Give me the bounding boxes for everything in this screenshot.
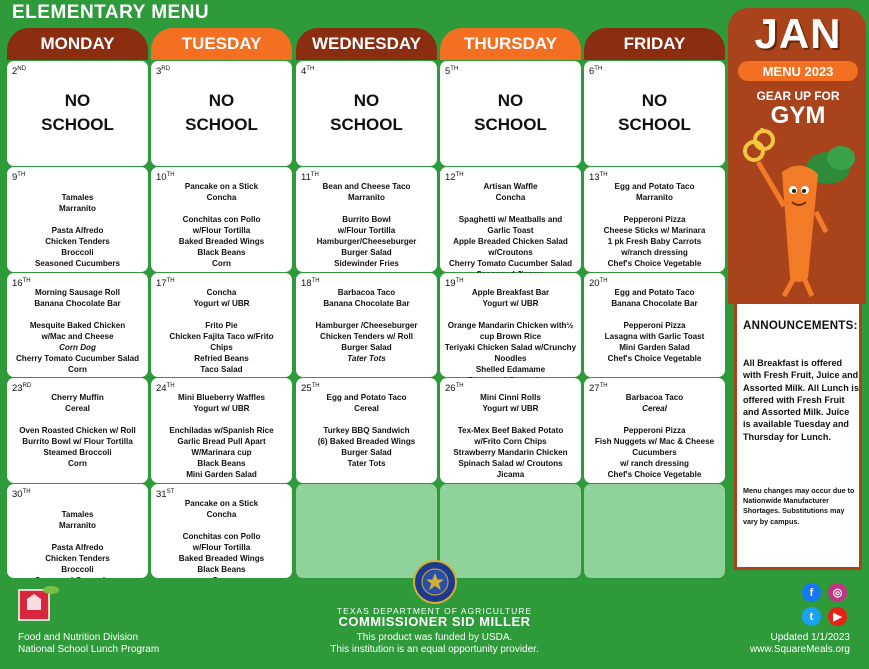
carrot-mascot-illustration — [738, 128, 860, 300]
footer-division-line2: National School Lunch Program — [18, 644, 160, 655]
menu-item — [155, 203, 288, 214]
day-number-value: 18 — [301, 278, 312, 290]
footer-division — [18, 632, 159, 656]
menu-item: Tater Tots — [347, 354, 386, 363]
menu-item: Cherry Tomato Cucumber Salad — [15, 354, 140, 363]
menu-day-cell — [440, 378, 581, 483]
menu-item: Cereal — [65, 404, 90, 413]
day-number-value: 2 — [12, 66, 18, 78]
menu-item: Mini Cinni Rolls — [480, 393, 541, 402]
menu-item: Chicken Tenders w/ Roll — [320, 332, 413, 341]
menu-day-cell — [7, 378, 148, 483]
menu-item: NO — [208, 91, 235, 110]
day-number-value: 20 — [589, 278, 600, 290]
menu-item — [588, 414, 721, 425]
day-number-value: 5 — [445, 66, 451, 78]
menu-item — [444, 203, 577, 214]
menu-item: SCHOOL — [185, 115, 258, 134]
menu-day-cell — [151, 484, 292, 578]
menu-item — [444, 309, 577, 320]
menu-item: Pepperoni Pizza — [623, 426, 686, 435]
day-number-suffix: TH — [311, 278, 320, 284]
menu-item: Noodles — [494, 354, 527, 363]
menu-item: cup Brown Rice — [479, 332, 542, 341]
menu-item: Teriyaki Chicken Salad w/Crunchy — [444, 343, 577, 352]
menu-item: Marranito — [348, 193, 385, 202]
day-number-value: 11 — [301, 172, 311, 184]
day-number — [156, 64, 170, 77]
menu-item — [11, 309, 144, 320]
day-number-value: 30 — [12, 489, 23, 501]
menu-item: Corn Dog — [59, 343, 96, 352]
day-number — [445, 64, 458, 77]
tda-department: TEXAS DEPARTMENT OF AGRICULTURE — [336, 606, 533, 616]
menu-item: Burger Salad — [341, 248, 392, 257]
day-header-wednesday: WEDNESDAY — [296, 28, 437, 60]
day-number-suffix: TH — [599, 278, 608, 284]
menu-item — [300, 203, 433, 214]
menu-items — [151, 392, 292, 480]
menu-year-badge: MENU 2023 — [738, 61, 858, 81]
menu-items — [440, 89, 581, 137]
day-number-value: 31 — [156, 489, 167, 501]
menu-item: w/Flour Tortilla — [337, 226, 396, 235]
day-number-suffix: RD — [161, 66, 170, 72]
menu-item: Barbacoa Taco — [337, 288, 396, 297]
menu-item: Pasta Alfredo — [51, 226, 104, 235]
day-number-suffix: TH — [594, 66, 603, 72]
menu-item: Lasagna with Garlic Toast — [604, 332, 705, 341]
menu-item: Conchitas con Pollo — [182, 215, 261, 224]
day-number-value: 6 — [589, 66, 595, 78]
day-number-suffix: TH — [166, 172, 175, 178]
menu-item: Hamburger /Cheeseburger — [315, 321, 418, 330]
menu-item: Chicken Tenders — [45, 237, 110, 246]
menu-item: Broccoli — [61, 565, 94, 574]
menu-item: Concha — [206, 510, 237, 519]
menu-item: Tamales — [61, 193, 94, 202]
menu-item: Chips — [210, 343, 233, 352]
menu-item: Chef's Choice Vegetable — [607, 354, 702, 363]
day-number-value: 27 — [589, 383, 600, 395]
menu-item: w/Croutons — [488, 248, 533, 257]
menu-item: Black Beans — [197, 459, 246, 468]
menu-title: ELEMENTARY MENU — [12, 2, 210, 23]
day-number-suffix: ST — [166, 489, 175, 495]
menu-item: Concha — [206, 193, 237, 202]
menu-items — [151, 181, 292, 269]
day-number-suffix: TH — [17, 172, 26, 178]
menu-item: 1 pk Fresh Baby Carrots — [607, 237, 702, 246]
menu-day-cell — [296, 273, 437, 377]
menu-item: NO — [353, 91, 380, 110]
menu-item: Egg and Potato Taco — [326, 393, 407, 402]
menu-item: Marranito — [636, 193, 673, 202]
menu-item: Corn — [68, 365, 87, 374]
menu-item: Mini Blueberry Waffles — [178, 393, 265, 402]
day-number-suffix: TH — [22, 489, 31, 495]
day-number — [301, 64, 314, 77]
menu-day-cell — [7, 484, 148, 578]
menu-item: Yogurt w/ UBR — [482, 404, 539, 413]
menu-item: Steamed Broccoli — [43, 448, 112, 457]
menu-item: Mini Garden Salad — [186, 470, 257, 479]
day-number-value: 3 — [156, 66, 162, 78]
disclaimer-line2: This institution is an equal opportunity provider. — [330, 644, 539, 655]
menu-item: w/ ranch dressing — [620, 459, 689, 468]
menu-item: Apple Breaded Chicken Salad — [453, 237, 568, 246]
menu-item: Frito Pie — [205, 321, 238, 330]
social-icons — [802, 583, 850, 627]
menu-day-cell — [440, 273, 581, 377]
menu-items — [296, 287, 437, 364]
day-number-suffix: TH — [455, 383, 464, 389]
menu-item: Concha — [495, 193, 526, 202]
menu-item: Burrito Bowl w/ Flour Tortilla — [22, 437, 133, 446]
day-number-value: 9 — [12, 172, 18, 184]
month-title: JAN — [754, 10, 842, 57]
menu-item: w/Flour Tortilla — [192, 543, 251, 552]
menu-item: Marranito — [59, 521, 96, 530]
menu-item — [155, 520, 288, 531]
facebook-icon[interactable]: f — [802, 583, 821, 602]
tda-commissioner: COMMISSIONER SID MILLER — [338, 614, 531, 629]
empty-day-cell — [584, 484, 725, 578]
day-number — [12, 64, 26, 77]
menu-item: Tater Tots — [347, 459, 386, 468]
menu-item: Yogurt w/ UBR — [482, 299, 539, 308]
menu-item: Cereal — [642, 404, 667, 413]
footer-updated — [700, 632, 850, 656]
menu-item: Mesquite Baked Chicken — [29, 321, 126, 330]
menu-item: Enchiladas w/Spanish Rice — [169, 426, 274, 435]
day-number-value: 17 — [156, 278, 167, 290]
menu-item — [588, 203, 721, 214]
empty-day-cell — [440, 484, 581, 578]
menu-items — [7, 181, 148, 269]
menu-item: Sidewinder Fries — [334, 259, 399, 268]
announcements-title: ANNOUNCEMENTS: — [743, 320, 858, 332]
menu-item: Barbacoa Taco — [625, 393, 684, 402]
menu-item — [155, 414, 288, 425]
menu-day-cell — [296, 378, 437, 483]
menu-item: Cereal — [354, 404, 379, 413]
menu-item: Spinach Salad w/ Croutons — [458, 459, 563, 468]
menu-items — [7, 287, 148, 375]
menu-item: Banana Chocolate Bar — [611, 299, 698, 308]
announcements-text: All Breakfast is offered with Fresh Fruit, Juice and Assorted Milk. All Lunch is offered with Fresh Fruit and Assorted Milk. Juice is available Tuesday and Thursday for Lunch. — [743, 358, 859, 442]
menu-items — [440, 287, 581, 386]
theme-tagline: GEAR UP FOR — [756, 89, 840, 103]
menu-item: Broccoli — [61, 248, 94, 257]
day-number-suffix: TH — [599, 383, 608, 389]
day-number-value: 13 — [589, 172, 600, 184]
menu-item — [11, 531, 144, 542]
menu-day-cell — [151, 273, 292, 377]
menu-item: Hamburger/Cheeseburger — [316, 237, 417, 246]
menu-items — [440, 392, 581, 480]
menu-item: Burger Salad — [341, 343, 392, 352]
menu-items — [296, 89, 437, 137]
menu-item — [444, 414, 577, 425]
day-number-value: 12 — [445, 172, 456, 184]
menu-day-cell — [440, 167, 581, 272]
menu-item: Conchitas con Pollo — [182, 532, 261, 541]
menu-item: Chef's Choice Vegetable — [607, 259, 702, 268]
day-number-suffix: TH — [306, 66, 315, 72]
menu-item — [11, 214, 144, 225]
menu-item — [588, 309, 721, 320]
footer-division-line1: Food and Nutrition Division — [18, 632, 139, 643]
menu-item: Turkey BBQ Sandwich — [323, 426, 410, 435]
menu-item: Jicama — [496, 470, 525, 479]
menu-item: Yogurt w/ UBR — [193, 299, 250, 308]
instagram-icon[interactable]: ◎ — [828, 583, 847, 602]
day-header-friday: FRIDAY — [584, 28, 725, 60]
menu-item: Chef's Choice Vegetable — [607, 470, 702, 479]
menu-item: w/ranch dressing — [621, 248, 688, 257]
menu-item: NO — [641, 91, 668, 110]
menu-day-cell — [7, 273, 148, 377]
day-header-thursday: THURSDAY — [440, 28, 581, 60]
menu-day-cell — [584, 378, 725, 483]
menu-item: NO — [497, 91, 524, 110]
menu-item: Banana Chocolate Bar — [34, 299, 121, 308]
day-number-value: 25 — [301, 383, 312, 395]
day-number-suffix: TH — [311, 383, 320, 389]
menu-items — [584, 392, 725, 480]
menu-item: Taco Salad — [200, 365, 243, 374]
menu-item: Banana Chocolate Bar — [323, 299, 410, 308]
menu-items — [151, 498, 292, 586]
menu-items — [151, 89, 292, 137]
menu-item: SCHOOL — [330, 115, 403, 134]
menu-item: Burrito Bowl — [342, 215, 391, 224]
menu-item — [11, 181, 144, 192]
menu-item: Burger Salad — [341, 448, 392, 457]
day-number-suffix: TH — [450, 66, 459, 72]
day-number-suffix: RD — [22, 383, 32, 389]
menu-item: Pasta Alfredo — [51, 543, 104, 552]
menu-item: w/Frito Corn Chips — [474, 437, 547, 446]
menu-item: Bean and Cheese Taco — [322, 182, 411, 191]
menu-item: Egg and Potato Taco — [614, 182, 695, 191]
menu-item: Cherry Tomato Cucumber Salad — [448, 259, 573, 268]
menu-item: Baked Breaded Wings — [178, 237, 265, 246]
menu-item: Cucumbers — [632, 448, 677, 457]
menu-item: SCHOOL — [474, 115, 547, 134]
menu-item: SCHOOL — [41, 115, 114, 134]
day-header-monday: MONDAY — [7, 28, 148, 60]
menu-item — [300, 309, 433, 320]
apple-logo-icon — [18, 585, 60, 625]
menu-items — [584, 89, 725, 137]
menu-item: NO — [64, 91, 91, 110]
menu-item: Artisan Waffle — [483, 182, 538, 191]
menu-item — [11, 414, 144, 425]
menu-item: Mini Garden Salad — [619, 343, 690, 352]
day-number-value: 24 — [156, 383, 167, 395]
day-number-suffix: TH — [599, 172, 608, 178]
menu-item: Fish Nuggets w/ Mac & Cheese — [594, 437, 715, 446]
menu-item: Morning Sausage Roll — [35, 288, 120, 297]
menu-day-cell — [151, 61, 292, 166]
day-number-suffix: TH — [310, 172, 319, 178]
tda-seal-icon — [413, 560, 457, 604]
menu-item: Corn — [68, 459, 87, 468]
updated-date: Updated 1/1/2023 — [770, 632, 850, 643]
menu-item: Cherry Muffin — [51, 393, 104, 402]
menu-item: Corn — [212, 259, 231, 268]
menu-item: Refried Beans — [194, 354, 249, 363]
menu-item: Black Beans — [197, 565, 246, 574]
menu-day-cell — [440, 61, 581, 166]
day-number-value: 26 — [445, 383, 456, 395]
menu-items — [7, 498, 148, 586]
menu-day-cell — [296, 167, 437, 272]
day-number-suffix: TH — [22, 278, 31, 284]
day-number-suffix: TH — [166, 278, 175, 284]
menu-item: Spaghetti w/ Meatballs and — [458, 215, 563, 224]
day-number-value: 23 — [12, 383, 23, 395]
menu-day-cell — [584, 61, 725, 166]
menu-item: Pancake on a Stick — [184, 182, 259, 191]
menu-item: Chicken Fajita Taco w/Frito — [169, 332, 274, 341]
menu-item: Concha — [206, 288, 237, 297]
menu-item: Black Beans — [197, 248, 246, 257]
menu-item: Garlic Toast — [487, 226, 534, 235]
menu-items — [7, 392, 148, 469]
menu-day-cell — [584, 167, 725, 272]
menu-items — [440, 181, 581, 280]
menu-item: W/Marinara cup — [191, 448, 252, 457]
day-number — [589, 64, 602, 77]
menu-item: Egg and Potato Taco — [614, 288, 695, 297]
website-link[interactable]: www.SquareMeals.org — [749, 644, 850, 655]
menu-item: Tex-Mex Beef Baked Potato — [457, 426, 564, 435]
menu-item: (6) Baked Breaded Wings — [317, 437, 416, 446]
menu-item: Pepperoni Pizza — [623, 321, 686, 330]
menu-day-cell — [296, 61, 437, 166]
menu-item: Strawberry Mandarin Chicken — [453, 448, 568, 457]
menu-day-cell — [7, 167, 148, 272]
menu-item — [155, 309, 288, 320]
menu-item: Seasoned Cucumbers — [34, 259, 120, 268]
theme-title: GYM — [770, 102, 826, 129]
menu-item: Tamales — [61, 510, 94, 519]
disclaimer-line1: This product was funded by USDA. — [356, 632, 513, 643]
menu-item: w/Mac and Cheese — [41, 332, 114, 341]
day-number-suffix: TH — [166, 383, 175, 389]
twitter-icon[interactable]: t — [802, 607, 821, 626]
menu-item: Pepperoni Pizza — [623, 215, 686, 224]
day-number-value: 16 — [12, 278, 23, 290]
menu-item — [11, 498, 144, 509]
menu-item: Chicken Tenders — [45, 554, 110, 563]
menu-items — [151, 287, 292, 375]
menu-day-cell — [151, 378, 292, 483]
day-number-value: 10 — [156, 172, 167, 184]
day-number-suffix: TH — [455, 278, 464, 284]
menu-item: Apple Breakfast Bar — [471, 288, 550, 297]
menu-items — [584, 181, 725, 269]
menu-item: SCHOOL — [618, 115, 691, 134]
menu-items — [296, 392, 437, 469]
menu-items — [7, 89, 148, 137]
day-number-suffix: ND — [17, 66, 26, 72]
menu-item: w/Flour Tortilla — [192, 226, 251, 235]
menu-item: Oven Roasted Chicken w/ Roll — [19, 426, 136, 435]
menu-item — [300, 414, 433, 425]
menu-items — [584, 287, 725, 364]
announcements-note: Menu changes may occur due to Nationwide Manufacturer Shortages. Substitutions may vary by campus. — [743, 486, 855, 526]
menu-items — [296, 181, 437, 269]
day-number-value: 19 — [445, 278, 456, 290]
menu-item: Pancake on a Stick — [184, 499, 259, 508]
day-number-suffix: TH — [455, 172, 464, 178]
menu-item: Marranito — [59, 204, 96, 213]
menu-day-cell — [151, 167, 292, 272]
footer-disclaimer — [280, 632, 589, 656]
youtube-icon[interactable]: ▶ — [828, 607, 847, 626]
menu-item: Baked Breaded Wings — [178, 554, 265, 563]
day-header-tuesday: TUESDAY — [151, 28, 292, 60]
menu-day-cell — [7, 61, 148, 166]
menu-item: Orange Mandarin Chicken with½ — [447, 321, 574, 330]
menu-item: Yogurt w/ UBR — [193, 404, 250, 413]
menu-day-cell — [584, 273, 725, 377]
menu-item: Garlic Bread Pull Apart — [177, 437, 266, 446]
day-number-value: 4 — [301, 66, 307, 78]
menu-item: Shelled Edamame — [475, 365, 546, 374]
menu-item: Cheese Sticks w/ Marinara — [603, 226, 706, 235]
